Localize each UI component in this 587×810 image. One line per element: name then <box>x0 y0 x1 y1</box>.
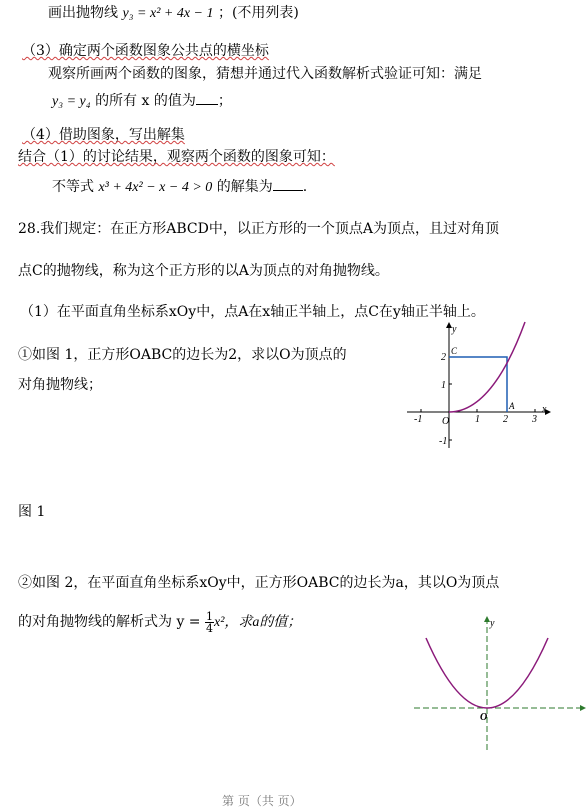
fig1-tick-y1: 1 <box>441 380 446 391</box>
fig2-origin: O <box>480 712 488 723</box>
q3-answer-blank[interactable] <box>196 92 218 105</box>
fig1-tick-x2: 2 <box>503 414 508 425</box>
q4-answer-blank[interactable] <box>273 178 303 191</box>
fig1-label-y: y <box>452 324 457 335</box>
q3-formula: y₃ = y₄ <box>52 94 91 109</box>
fig1-tick-xm1: -1 <box>414 414 423 425</box>
draw-parabola-text: 画出抛物线 <box>48 5 118 21</box>
problem28-line2: 点C的抛物线，称为这个正方形的以A为顶点的对角抛物线。 <box>18 263 389 279</box>
q4-ineq-lead: 不等式 <box>52 179 94 195</box>
problem28-q2-line1: ②如图 2，在平面直角坐标系xOy中，正方形OABC的边长为a，其以O为顶点 <box>18 575 500 591</box>
fig1-tick-y2: 2 <box>441 352 446 363</box>
fig1-tick-x3: 3 <box>532 414 537 425</box>
fig1-parabola <box>449 322 525 412</box>
figure-2 <box>410 614 587 754</box>
fig2-x-arrow-icon <box>580 705 586 711</box>
fig2-label-y: y <box>490 618 495 629</box>
q3-body: 观察所画两个函数的图象，猜想并通过代入函数解析式验证可知：满足 <box>48 66 482 82</box>
problem28-part1: （1）在平面直角坐标系xOy中，点A在x轴正半轴上，点C在y轴正半轴上。 <box>20 304 485 320</box>
problem28-line1: 28.我们规定：在正方形ABCD中，以正方形的一个顶点A为顶点，且过对角顶 <box>18 221 499 237</box>
fraction-one-quarter: $\frac{1}{4}$ <box>206 609 213 635</box>
fig1-tick-ym1: -1 <box>439 436 448 447</box>
q4-title: （4）借助图象，写出解集 <box>22 127 185 143</box>
problem28-q1-line1: ①如图 1，正方形OABC的边长为2，求以O为顶点的 <box>18 347 347 363</box>
q4-inequality-line: 不等式 x³ + 4x² − x − 4 > 0 的解集为 . <box>52 179 308 195</box>
draw-parabola-line <box>48 4 299 23</box>
page-footer: 第 页（共 页） <box>222 794 302 808</box>
q3-answer-line: y₃ = y₄ 的所有 x 的值为 ； <box>52 93 232 109</box>
fig1-label-x: x <box>542 404 547 415</box>
parabola-formula: y₃ = x² + 4x − 1 <box>122 6 214 21</box>
fig1-label-c: C <box>451 346 458 356</box>
problem28-q2-line2: 的对角抛物线的解析式为 y = $\frac{1}{4}$ x²，求a的值； <box>18 609 302 635</box>
fig1-square <box>449 357 507 412</box>
q4-body: 结合（1）的讨论结果，观察两个函数的图象可知： <box>18 149 335 165</box>
q3-title: （3）确定两个函数图象公共点的横坐标 <box>22 43 269 59</box>
q4-inequality: x³ + 4x² − x − 4 > 0 <box>98 180 213 195</box>
figure-1 <box>405 320 555 452</box>
fig1-label-a: A <box>509 401 515 411</box>
q3-tail: 的所有 x 的值为 <box>95 93 196 109</box>
q4-ineq-tail: 的解集为 <box>216 179 273 195</box>
problem28-q1-line2: 对角抛物线； <box>18 377 102 393</box>
fig1-origin: O <box>442 416 450 427</box>
fig1-tick-x1: 1 <box>475 414 480 425</box>
no-table-note: ；(不用列表) <box>217 5 299 21</box>
figure-1-caption: 图 1 <box>18 504 46 520</box>
